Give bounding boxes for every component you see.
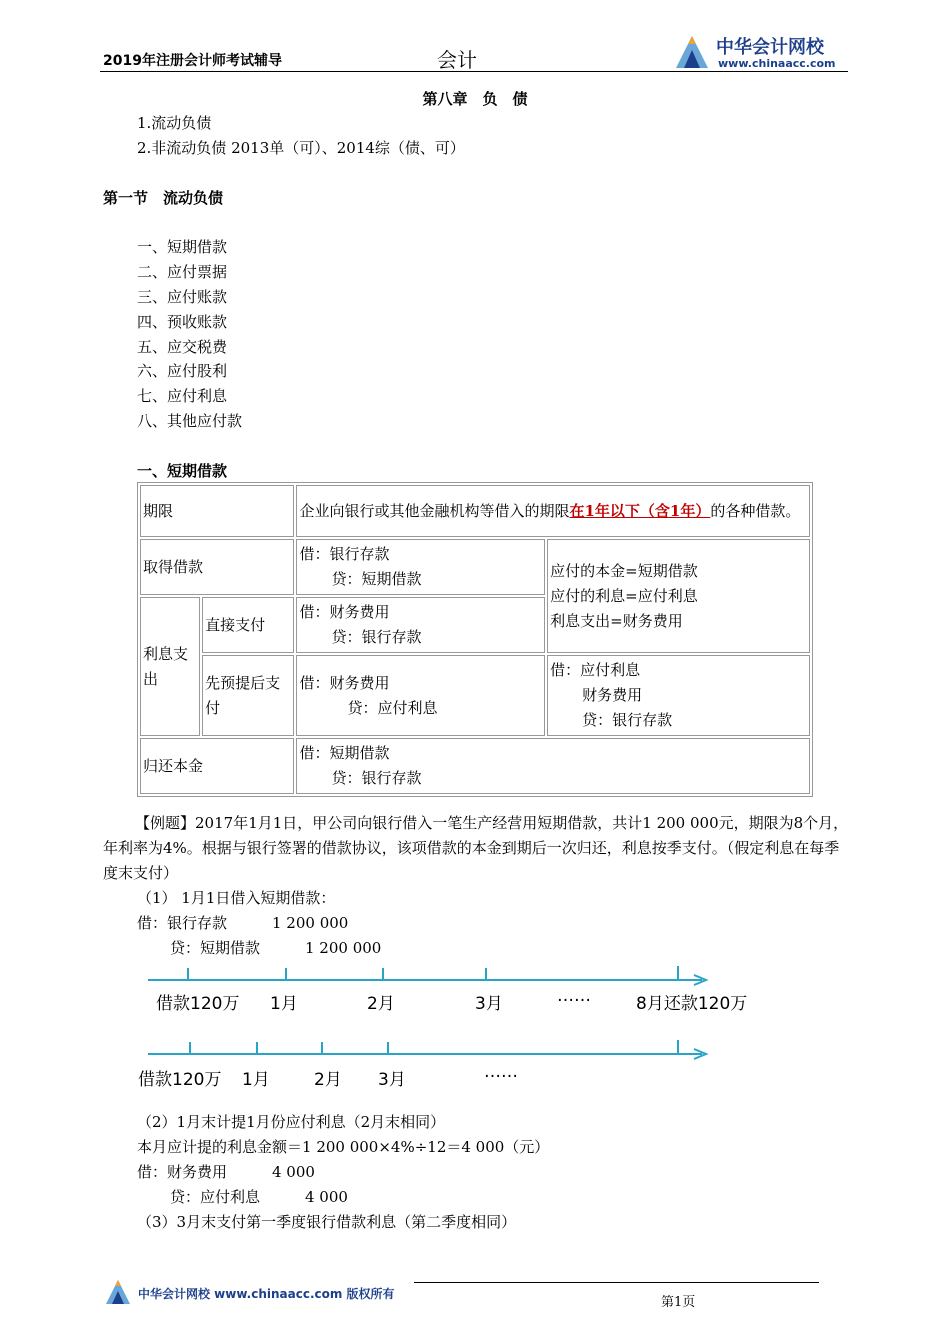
example-paragraph: [103, 811, 851, 886]
table-row: [140, 738, 810, 794]
note-line: 利息支出=财务费用: [550, 611, 683, 630]
chapter-title: 第八章 负 债: [422, 90, 528, 108]
timeline-2-axis: [140, 1036, 720, 1066]
page-number: 第1页: [661, 1295, 696, 1310]
list-item: 七、应付利息: [137, 387, 228, 405]
logo: [672, 30, 852, 72]
repay-entry-dr: 借：短期借款: [299, 744, 390, 762]
note-line: 应付的本金=短期借款: [550, 561, 698, 580]
list-item: 四、预收账款: [137, 313, 228, 331]
step1-cr: 贷：短期借款 1 200 000: [170, 939, 382, 957]
notes-cell: [547, 539, 810, 653]
accrue-pay-entry: [547, 655, 810, 736]
outline-item: 1.流动负债: [137, 114, 212, 132]
list-item: 一、短期借款: [137, 238, 228, 256]
timeline-2-label: 借款120万: [138, 1070, 222, 1090]
term-text-post: 的各种借款。: [710, 501, 801, 520]
accrue-label: 先预提后支付: [202, 655, 294, 736]
header-divider: [100, 71, 848, 72]
example-tag: 【例题】: [135, 814, 196, 832]
section-title: 第一节 流动负债: [103, 189, 224, 207]
direct-entry-cr: 贷：银行存款: [331, 628, 422, 646]
short-term-loan-table: [137, 482, 813, 797]
interest-label: 利息支出: [140, 597, 200, 736]
timeline-2-label: 1月: [242, 1070, 270, 1090]
repay-label: 归还本金: [140, 738, 294, 794]
step1-title: （1） 1月1日借入短期借款：: [137, 889, 336, 907]
accrue-pay-dr: 借：应付利息: [550, 661, 641, 679]
timeline-2-label: 2月: [314, 1070, 342, 1090]
table-row: [140, 539, 810, 595]
subsection-title: 一、短期借款: [137, 462, 228, 480]
list-item: 二、应付票据: [137, 263, 228, 281]
timeline-1-label: 1月: [270, 994, 298, 1014]
step2-dr: 借：财务费用 4 000: [137, 1163, 315, 1181]
accrue-entry: [296, 655, 545, 736]
step3-title: （3）3月末支付第一季度银行借款利息（第二季度相同）: [137, 1213, 517, 1231]
accrue-pay-cr: 贷：银行存款: [582, 711, 673, 729]
obtain-entry-cr: 贷：短期借款: [331, 570, 422, 588]
header-course-title: 2019年注册会计师考试辅导: [103, 53, 282, 69]
logo-name: 中华会计网校: [716, 37, 824, 58]
example-text: 2017年1月1日，甲公司向银行借入一笔生产经营用短期借款，共计1 200 000元，期限为8个月，年利率为4%。根据与银行签署的借款协议，该项借款的本金到期后一次归还，利息按季支付。（假定利息在每季度末支付）: [103, 814, 849, 882]
list-item: 八、其他应付款: [137, 412, 243, 430]
timeline-1-label: 3月: [475, 994, 503, 1014]
list-item: 三、应付账款: [137, 288, 228, 306]
accrue-entry-dr: 借：财务费用: [299, 673, 390, 692]
logo-triangle-icon: [672, 30, 714, 72]
timeline-1-label: 8月还款120万: [636, 994, 748, 1014]
header-subject: 会计: [437, 48, 477, 72]
footer-divider: [414, 1282, 819, 1283]
accrue-pay-dr2: 财务费用: [582, 686, 643, 704]
obtain-label: 取得借款: [140, 539, 294, 595]
logo-url: www.chinaacc.com: [718, 57, 836, 70]
timeline-2-label: 3月: [378, 1070, 406, 1090]
accrue-entry-cr: 贷：应付利息: [347, 698, 438, 717]
obtain-entry-dr: 借：银行存款: [299, 545, 390, 563]
term-label: 期限: [140, 485, 294, 537]
term-text: [296, 485, 810, 537]
timeline-1-label: ……: [557, 986, 591, 1006]
timeline-1-axis: [140, 962, 720, 992]
direct-label: 直接支付: [202, 597, 294, 653]
list-item: 六、应付股利: [137, 362, 228, 380]
step1-dr: 借：银行存款 1 200 000: [137, 914, 349, 932]
repay-entry-cr: 贷：银行存款: [331, 769, 422, 787]
term-text-pre: 企业向银行或其他金融机构等借入的期限: [299, 501, 570, 520]
repay-entry: [296, 738, 810, 794]
direct-entry: [296, 597, 545, 653]
step2-title: （2）1月末计提1月份应付利息（2月末相同）: [137, 1113, 446, 1131]
step2-cr: 贷：应付利息 4 000: [170, 1188, 348, 1206]
timeline-2-label: ……: [484, 1062, 518, 1082]
table-row: [140, 655, 810, 736]
outline-item: 2.非流动负债 2013单（可）、2014综（债、可）: [137, 139, 465, 157]
list-item: 五、应交税费: [137, 338, 228, 356]
footer-copyright: 中华会计网校 www.chinaacc.com 版权所有: [138, 1287, 395, 1301]
note-line: 应付的利息=应付利息: [550, 586, 698, 605]
direct-entry-dr: 借：财务费用: [299, 603, 390, 621]
timeline-1-label: 借款120万: [156, 994, 240, 1014]
footer-logo-icon: [104, 1276, 136, 1306]
term-text-highlight: 在1年以下（含1年）: [569, 501, 711, 520]
obtain-entry: [296, 539, 545, 595]
table-row: [140, 485, 810, 537]
step2-calc: 本月应计提的利息金额＝1 200 000×4%÷12＝4 000（元）: [137, 1138, 550, 1156]
timeline-1-label: 2月: [367, 994, 395, 1014]
